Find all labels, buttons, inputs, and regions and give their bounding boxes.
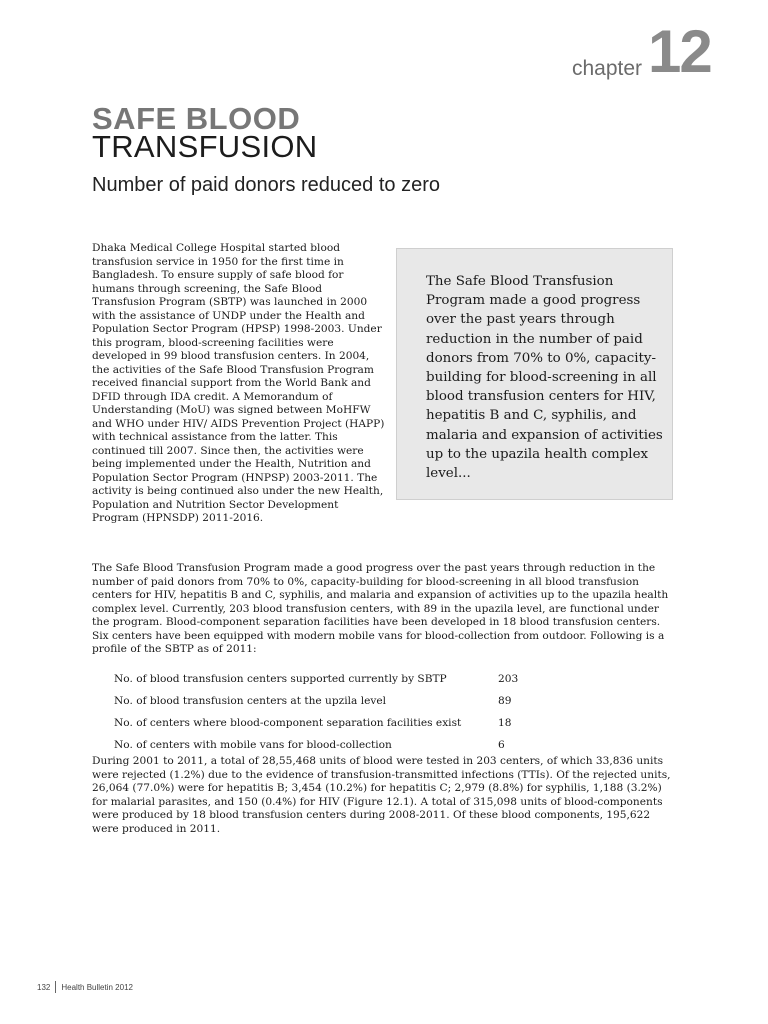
page-footer: [37, 981, 133, 993]
profile-label: No. of centers where blood-component separation facilities exist: [114, 717, 462, 729]
chapter-title-line-1: SAFE BLOOD: [92, 101, 301, 136]
profile-value: 203: [498, 673, 519, 685]
pull-quote-text: The Safe Blood Transfusion Program made a good progress over the past years through reduction in the number of paid donors from 70% to 0%, capacity-building for blood-screening in all blood transfusion centers for HIV, hepatitis B and C, syphilis, and malaria and expansion of activities up to the upazila health complex level...: [426, 274, 663, 482]
table-row: [114, 668, 538, 690]
blood-testing-paragraph: During 2001 to 2011, a total of 28,55,468 units of blood were tested in 203 centers, of which 33,836 units were rejected (1.2%) due to the evidence of transfusion-transmitted infections (TTIs). Of the rejected units, 26,064 (77.0%) were for hepatitis B; 3,454 (10.2%) for hepatitis C; 2,979 (8.8%) for syphilis, 1,188 (3.2%) for malarial parasites, and 150 (0.4%) for HIV (Figure 12.1). A total of 315,098 units of blood-components were produced by 18 blood transfusion centers during 2008-2011. Of these blood components, 195,622 were produced in 2011.: [92, 755, 671, 835]
chapter-label: chapter: [572, 57, 643, 80]
profile-value: 18: [498, 717, 512, 729]
profile-value: 6: [498, 739, 505, 751]
profile-value: 89: [498, 695, 512, 707]
profile-label: No. of blood transfusion centers at the upzila level: [114, 695, 386, 707]
table-row: [114, 690, 538, 712]
profile-label: No. of blood transfusion centers supported currently by SBTP: [114, 673, 447, 685]
profile-label: No. of centers with mobile vans for blood-collection: [114, 739, 392, 751]
page-number: 132: [37, 982, 51, 992]
chapter-subtitle: Number of paid donors reduced to zero: [92, 174, 440, 196]
program-progress-paragraph: The Safe Blood Transfusion Program made a good progress over the past years through reduction in the number of paid donors from 70% to 0%, capacity-building for blood-screening in all blood transfusion centers for HIV, hepatitis B and C, syphilis, and malaria and expansion of activities up to the upazila health complex level. Currently, 203 blood transfusion centers, with 89 in the upazila level, are functional under the program. Blood-component separation facilities have been developed in 18 blood transfusion centers. Six centers have been equipped with modern mobile vans for blood-collection from outdoor. Following is a profile of the SBTP as of 2011:: [92, 562, 669, 655]
table-row: [114, 712, 538, 734]
chapter-number: 12: [648, 18, 711, 85]
table-row: [114, 734, 538, 756]
intro-paragraph: Dhaka Medical College Hospital started blood transfusion service in 1950 for the first time in Bangladesh. To ensure supply of safe blood for humans through screening, the Safe Blood Transfusion Program (SBTP) was launched in 2000 with the assistance of UNDP under the Health and Population Sector Program (HPSP) 1998-2003. Under this program, blood-screening facilities were developed in 99 blood transfusion centers. In 2004, the activities of the Safe Blood Transfusion Program received financial support from the World Bank and DFID through IDA credit. A Memorandum of Understanding (MoU) was signed between MoHFW and WHO under HIV/ AIDS Prevention Project (HAPP) with technical assistance from the latter. This continued till 2007. Since then, the activities were being implemented under the Health, Nutrition and Population Sector Program (HNPSP) 2003-2011. The activity is being continued also under the new Health, Population and Nutrition Sector Development Program (HPNSDP) 2011-2016.: [92, 242, 385, 524]
footer-divider: [55, 981, 56, 993]
sbtp-profile-table: [114, 668, 538, 756]
chapter-title-line-2: TRANSFUSION: [92, 129, 318, 164]
publication-name: Health Bulletin 2012: [61, 982, 133, 992]
